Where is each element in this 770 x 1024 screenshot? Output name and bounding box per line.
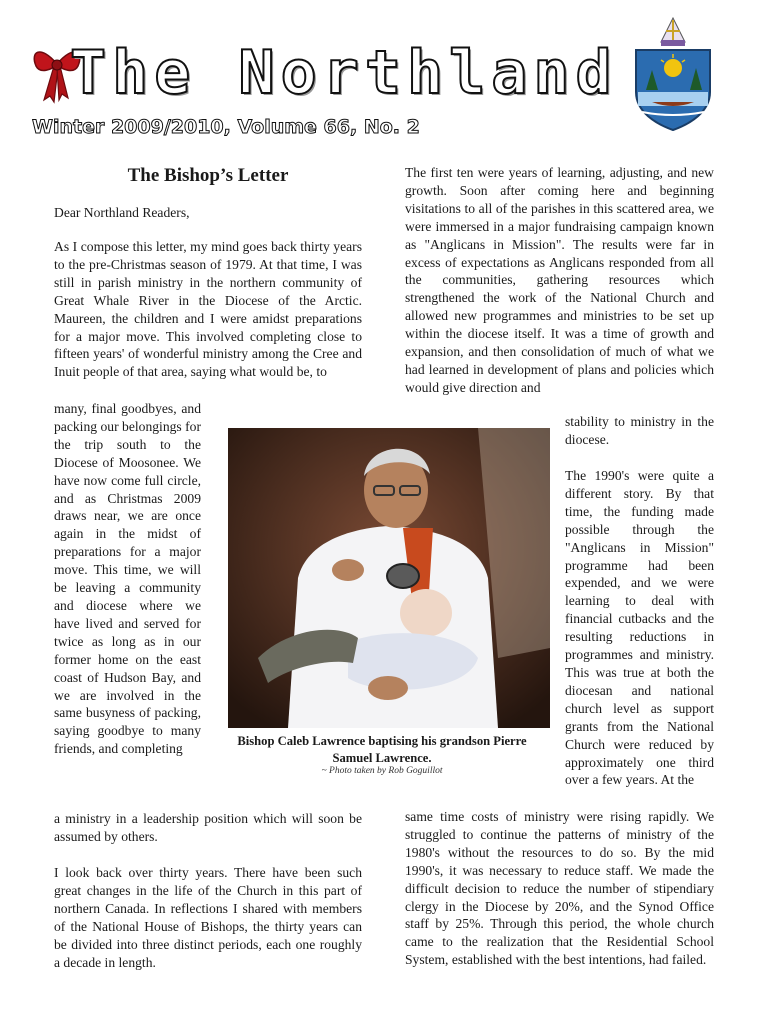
left-continued-paragraph: a ministry in a leadership position which will soon be assumed by others. xyxy=(54,811,362,844)
newsletter-title: The Northland xyxy=(70,38,618,108)
left-intro-paragraph: As I compose this letter, my mind goes back thirty years to the pre-Christmas season of 1979. At that time, I was still in parish ministry in the northern community of Great Whale River in the Diocese of the Arctic. Maureen, the children and I were amidst preparations for a major move. This involved completing close to fifteen years' of wonderful ministry among the Cree and Inuit people of that area, saying what would be, to xyxy=(54,239,362,380)
right-intro-paragraph: The first ten were years of learning, adjusting, and new growth. Soon after coming here and beginning visitations to all of the parishes in this scattered area, we were immersed in a major fundraising campaign known as "Anglicans in Mission". The results were far in excess of expectations as Anglicans responded from all the communities, gathering resources which strengthened the work of the National Church and allowed new programmes and ministries to be set up within the diocese itself. It was a time of growth and expansion, and then consolidation of much of what we had learned in development of plans and policies which would give direction and xyxy=(405,165,714,395)
right-continued-paragraph: same time costs of ministry were rising rapidly. We struggled to continue the patterns of ministry of the 1980's without the resources to do so. By the mid 1990's, it was necessary to reduce staff. We made the difficult decision to reduce the number of stipendiary clergy in the Diocese by 20%, and the Synod Office staff by 25%. Through this period, the whole church came to the realization that the Residential School System, established with the best intentions, had failed. xyxy=(405,809,714,968)
baptism-photo-illustration xyxy=(228,428,550,728)
article-heading: The Bishop’s Letter xyxy=(127,165,289,186)
issue-line: Winter 2009/2010, Volume 66, No. 2 xyxy=(32,116,420,138)
diocese-crest-icon xyxy=(628,12,718,132)
salutation: Dear Northland Readers, xyxy=(54,205,190,220)
left-second-paragraph: I look back over thirty years. There have been such great changes in the life of the Church in this part of northern Canada. In reflections I shared with members of the National House of Bishops, the thirty years can be divided into three distinct periods, each one roughly a decade in length. xyxy=(54,865,362,970)
baptism-photo xyxy=(228,428,550,728)
photo-credit: ~ Photo taken by Rob Goguillot xyxy=(321,766,443,776)
left-wrapped-paragraph: many, final goodbyes, and packing our belongings for the trip south to the Diocese of Moosonee. We have now come full circle, and as Christmas 2009 draws near, we are once again in the midst of preparations for a major move. This time, we will be leaving a community and diocese where we have lived and served for twice as long as in our former home on the east coast of Hudson Bay, and we are involved in the same busyness of packing, saying goodbye to many friends, and completing xyxy=(54,401,201,757)
photo-caption: Bishop Caleb Lawrence baptising his grandson Pierre Samuel Lawrence. xyxy=(237,734,527,765)
right-wrapped-paragraph-a: stability to ministry in the diocese. xyxy=(565,414,714,447)
right-wrapped-paragraph-b: The 1990's were quite a different story. By that time, the funding made possible through the "Anglicans in Mission" programme had been expended, and we were learning to deal with financial cutbacks and the resulting reductions in programmes and ministry. This was true at both the diocesan and national church level as support grants from the National Church were reduced by approximately one third over a few years. At the xyxy=(565,468,714,788)
